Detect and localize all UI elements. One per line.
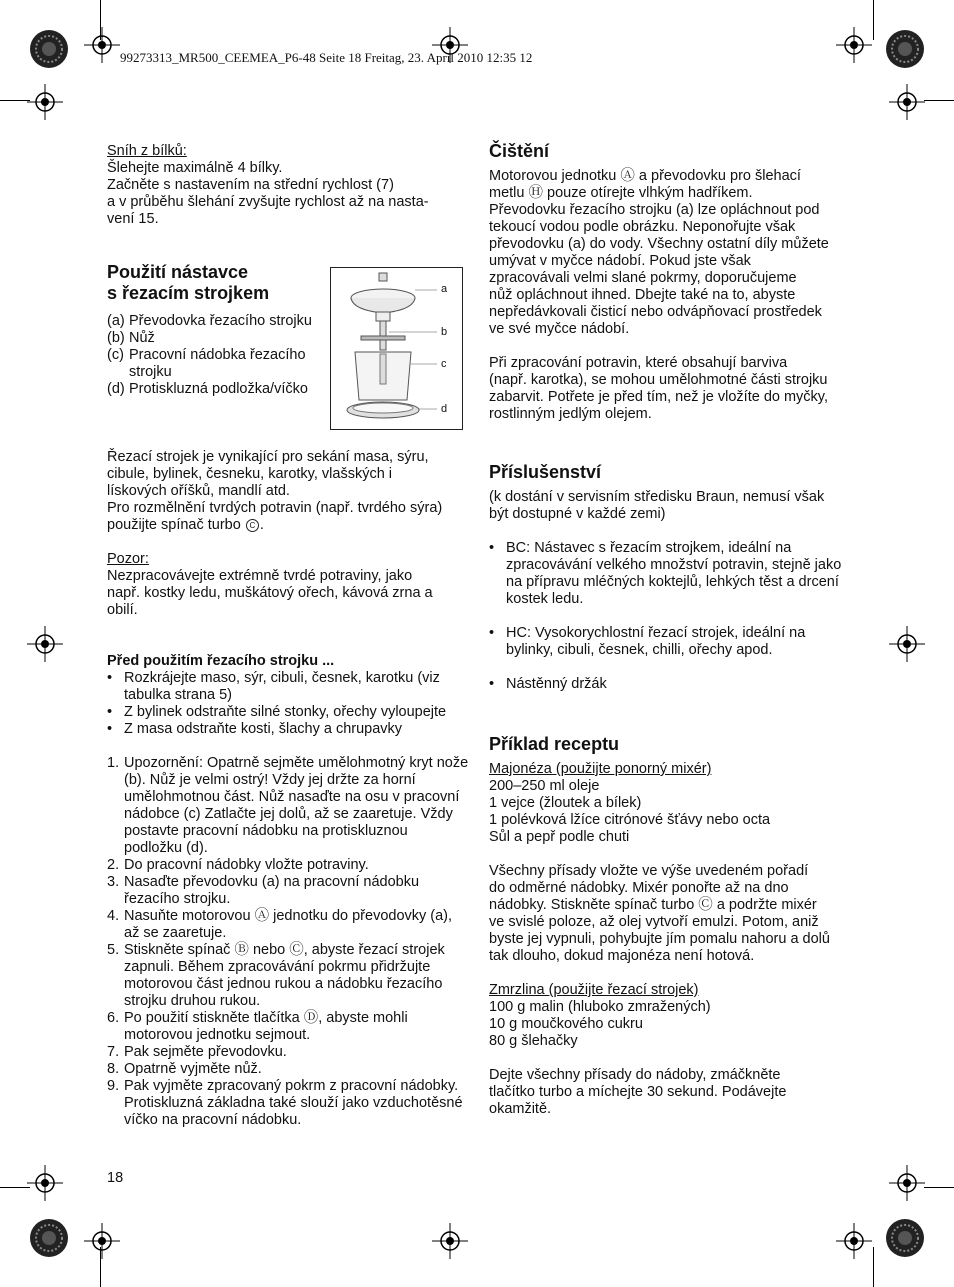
list-item: • BC: Nástavec s řezacím strojkem, ideální na zpracovávání velkého množství potravin, stejně jako na přípravu mléčných koktejlů, lehkých těst a drcení kostek ledu. bbox=[489, 540, 842, 607]
button-c-icon: C bbox=[246, 519, 259, 532]
step-item: 6. Po použití stiskněte tlačítka Ⓓ, abyste mohli motorovou jednotku sejmout. bbox=[107, 1010, 408, 1043]
right-column bbox=[489, 141, 851, 423]
before-use-section bbox=[107, 653, 469, 1129]
crop-line bbox=[924, 100, 954, 101]
cisteni-line: metlu Ⓗ pouze otírejte vlhkým hadříkem. bbox=[489, 185, 753, 201]
crop-line bbox=[0, 100, 30, 101]
cisteni-line: nůž opláchnout ihned. Dbejte také na to, abyste bbox=[489, 287, 796, 303]
before-list bbox=[107, 670, 469, 738]
step-item: 3. Nasaďte převodovku (a) na pracovní nádobku řezacího strojku. bbox=[107, 874, 420, 907]
pozor-line: obilí. bbox=[107, 602, 138, 618]
step-item: 9. Pak vyjměte zpracovaný pokrm z pracovní nádobky. Protiskluzná základna také slouží jako vzduchotěsné víčko na pracovní nádobku. bbox=[107, 1078, 463, 1128]
before-title: Před použitím řezacího strojku ... bbox=[107, 653, 335, 669]
prislus-title: Příslušenství bbox=[489, 462, 602, 482]
recept-title: Příklad receptu bbox=[489, 734, 620, 754]
cisteni-line: Motorovou jednotku Ⓐ a převodovku pro šlehací bbox=[489, 168, 801, 184]
zmrzlina-line: tlačítko turbo a míchejte 30 sekund. Podávejte bbox=[489, 1084, 787, 1100]
snih-title: Sníh z bílků: bbox=[107, 143, 187, 159]
crop-line bbox=[0, 1187, 30, 1188]
ingredient: 1 vejce (žloutek a bílek) bbox=[489, 795, 642, 811]
list-item: • Nástěnný držák bbox=[489, 676, 607, 692]
figure-label: a bbox=[441, 283, 448, 295]
crop-line bbox=[924, 1187, 954, 1188]
ingredient: 200–250 ml oleje bbox=[489, 778, 600, 794]
prislusenstvi-section bbox=[489, 462, 851, 693]
snih-line: Začněte s nastavením na střední rychlost (7) bbox=[107, 177, 394, 193]
prislus-line: být dostupné v každé zemi) bbox=[489, 506, 666, 522]
zmrzlina-line: okamžitě. bbox=[489, 1101, 552, 1117]
step-item: 5. Stiskněte spínač Ⓑ nebo Ⓒ, abyste řezací strojek zapnuli. Během zpracovávání pokrmu přidržujte motorovou část jednou rukou a nádobku řezacího strojku druhou rukou. bbox=[107, 942, 445, 1009]
prislus-line: (k dostání v servisním středisku Braun, nemusí však bbox=[489, 489, 825, 505]
ingredient: Sůl a pepř podle chuti bbox=[489, 829, 630, 845]
list-item: • HC: Vysokorychlostní řezací strojek, ideální na bylinky, cibuli, česnek, chilli, ořechy apod. bbox=[489, 625, 806, 658]
ingredient: 100 g malin (hluboko zmražených) bbox=[489, 999, 711, 1015]
cisteni-line: tekoucí vodou podle obrázku. Neponořujte však bbox=[489, 219, 796, 235]
snih-line: vení 15. bbox=[107, 211, 159, 227]
list-item: (c) Pracovní nádobka řezacího strojku bbox=[107, 347, 306, 380]
cisteni-line: umývat v myčce nádobí. Pokud jste však bbox=[489, 253, 751, 269]
starburst-mark-icon bbox=[29, 29, 69, 69]
intro-line: použijte spínač turbo C . bbox=[107, 517, 264, 533]
registration-mark-icon bbox=[27, 626, 63, 662]
registration-mark-icon bbox=[27, 1165, 63, 1201]
ingredient: 80 g šlehačky bbox=[489, 1033, 578, 1049]
majoneza-line: nádobky. Stiskněte spínač turbo Ⓒ a podržte mixér bbox=[489, 897, 817, 913]
starburst-mark-icon bbox=[885, 29, 925, 69]
cisteni-line: Převodovku řezacího strojku (a) lze opláchnout pod bbox=[489, 202, 820, 218]
recept-section bbox=[489, 734, 851, 1118]
registration-mark-icon bbox=[84, 1223, 120, 1259]
zmrzlina-title: Zmrzlina (použijte řezací strojek) bbox=[489, 982, 699, 998]
prislus-list bbox=[489, 540, 851, 693]
parts-list bbox=[107, 313, 327, 398]
section-title: s řezacím strojkem bbox=[107, 283, 270, 303]
registration-mark-icon bbox=[836, 1223, 872, 1259]
intro-line: cibule, bylinek, česneku, karotky, vlašských i bbox=[107, 466, 393, 482]
step-item: 1. Upozornění: Opatrně sejměte umělohmotný kryt nože (b). Nůž je velmi ostrý! Vždy jej držte za horní umělohmotnou část. Nůž nasaďte na osu v pracovní nádobce (c) Zatlačte jej dolů, až se zaaretuje. Vždy postavte pracovní nádobku na protiskluznou podložku (d). bbox=[107, 755, 469, 856]
intro-line: lískových oříšků, mandlí atd. bbox=[107, 483, 290, 499]
section-nastavec bbox=[107, 262, 327, 398]
registration-mark-icon bbox=[889, 84, 925, 120]
pozor-line: Nezpracovávejte extrémně tvrdé potraviny, jako bbox=[107, 568, 413, 584]
step-item: 8. Opatrně vyjměte nůž. bbox=[107, 1061, 262, 1077]
section-title: Použití nástavce bbox=[107, 262, 249, 282]
majoneza-line: do odměrné nádobky. Mixér ponořte až na dno bbox=[489, 880, 789, 896]
list-item: • Z bylinek odstraňte silné stonky, ořechy vyloupejte bbox=[107, 704, 447, 720]
cisteni-line: převodovku (a) do vody. Všechny ostatní díly můžete bbox=[489, 236, 829, 252]
crop-line bbox=[873, 1247, 874, 1287]
intro-line: Řezací strojek je vynikající pro sekání masa, sýru, bbox=[107, 449, 429, 465]
figure-label: b bbox=[441, 326, 448, 338]
print-header: 99273313_MR500_CEEMEA_P6-48 Seite 18 Freitag, 23. April 2010 12:35 12 bbox=[120, 50, 533, 65]
step-item: 2. Do pracovní nádobky vložte potraviny. bbox=[107, 857, 369, 873]
list-item: (b) Nůž bbox=[107, 330, 155, 346]
page-number: 18 bbox=[107, 1170, 124, 1186]
steps-list bbox=[107, 755, 469, 1129]
left-column bbox=[107, 143, 467, 228]
majoneza-line: tak dlouho, dokud majonéza není hotová. bbox=[489, 948, 755, 964]
barvy-line: rostlinným jedlým olejem. bbox=[489, 406, 652, 422]
registration-mark-icon bbox=[889, 1165, 925, 1201]
list-item: • Rozkrájejte maso, sýr, cibuli, česnek, karotku (viz tabulka strana 5) bbox=[107, 670, 440, 703]
starburst-mark-icon bbox=[29, 1218, 69, 1258]
majoneza-line: ve svislé poloze, až olej vytvoří emulzi. Potom, aniž bbox=[489, 914, 819, 930]
registration-mark-icon bbox=[836, 27, 872, 63]
crop-line bbox=[873, 0, 874, 40]
barvy-line: zabarvit. Potřete je před tím, než je vložíte do myčky, bbox=[489, 389, 829, 405]
list-item: (d) Protiskluzná podložka/víčko bbox=[107, 381, 308, 397]
list-item: • Z masa odstraňte kosti, šlachy a chrupavky bbox=[107, 721, 403, 737]
majoneza-line: Všechny přísady vložte ve výše uvedeném pořadí bbox=[489, 863, 809, 879]
intro-line: Pro rozmělnění tvrdých potravin (např. tvrdého sýra) bbox=[107, 500, 443, 516]
snih-line: Šlehejte maximálně 4 bílky. bbox=[107, 160, 283, 176]
pozor-line: např. kostky ledu, muškátový ořech, kávová zrna a bbox=[107, 585, 433, 601]
barvy-line: Při zpracování potravin, které obsahují barviva bbox=[489, 355, 788, 371]
cisteni-line: ve své myčce nádobí. bbox=[489, 321, 630, 337]
snih-line: a v průběhu šlehání zvyšujte rychlost až na nasta- bbox=[107, 194, 429, 210]
registration-mark-icon bbox=[432, 1223, 468, 1259]
ingredient: 1 polévková lžíce citrónové šťávy nebo octa bbox=[489, 812, 771, 828]
zmrzlina-line: Dejte všechny přísady do nádoby, zmáčkněte bbox=[489, 1067, 781, 1083]
figure-label: c bbox=[441, 358, 447, 370]
registration-mark-icon bbox=[84, 27, 120, 63]
starburst-mark-icon bbox=[885, 1218, 925, 1258]
cisteni-line: zpracovávali velmi slané pokrmy, doporučujeme bbox=[489, 270, 797, 286]
registration-mark-icon bbox=[889, 626, 925, 662]
cisteni-title: Čištění bbox=[489, 141, 550, 161]
step-item: 4. Nasuňte motorovou Ⓐ jednotku do převodovky (a), až se zaaretuje. bbox=[107, 908, 453, 941]
majoneza-title: Majonéza (použijte ponorný mixér) bbox=[489, 761, 712, 777]
ingredient: 10 g moučkového cukru bbox=[489, 1016, 643, 1032]
pozor-title: Pozor: bbox=[107, 551, 149, 567]
cisteni-line: nepředávkovali čisticí nebo odvápňovací prostředek bbox=[489, 304, 822, 320]
registration-mark-icon bbox=[27, 84, 63, 120]
barvy-line: (např. karotka), se mohou umělohmotné části strojku bbox=[489, 372, 828, 388]
list-item: (a) Převodovka řezacího strojku bbox=[107, 313, 312, 329]
intro-paragraph bbox=[107, 449, 467, 619]
step-item: 7. Pak sejměte převodovku. bbox=[107, 1044, 287, 1060]
chopper-figure bbox=[330, 267, 463, 430]
majoneza-line: byste jej vypnuli, pohybujte jím pomalu nahoru a dolů bbox=[489, 931, 830, 947]
figure-label: d bbox=[441, 403, 448, 415]
